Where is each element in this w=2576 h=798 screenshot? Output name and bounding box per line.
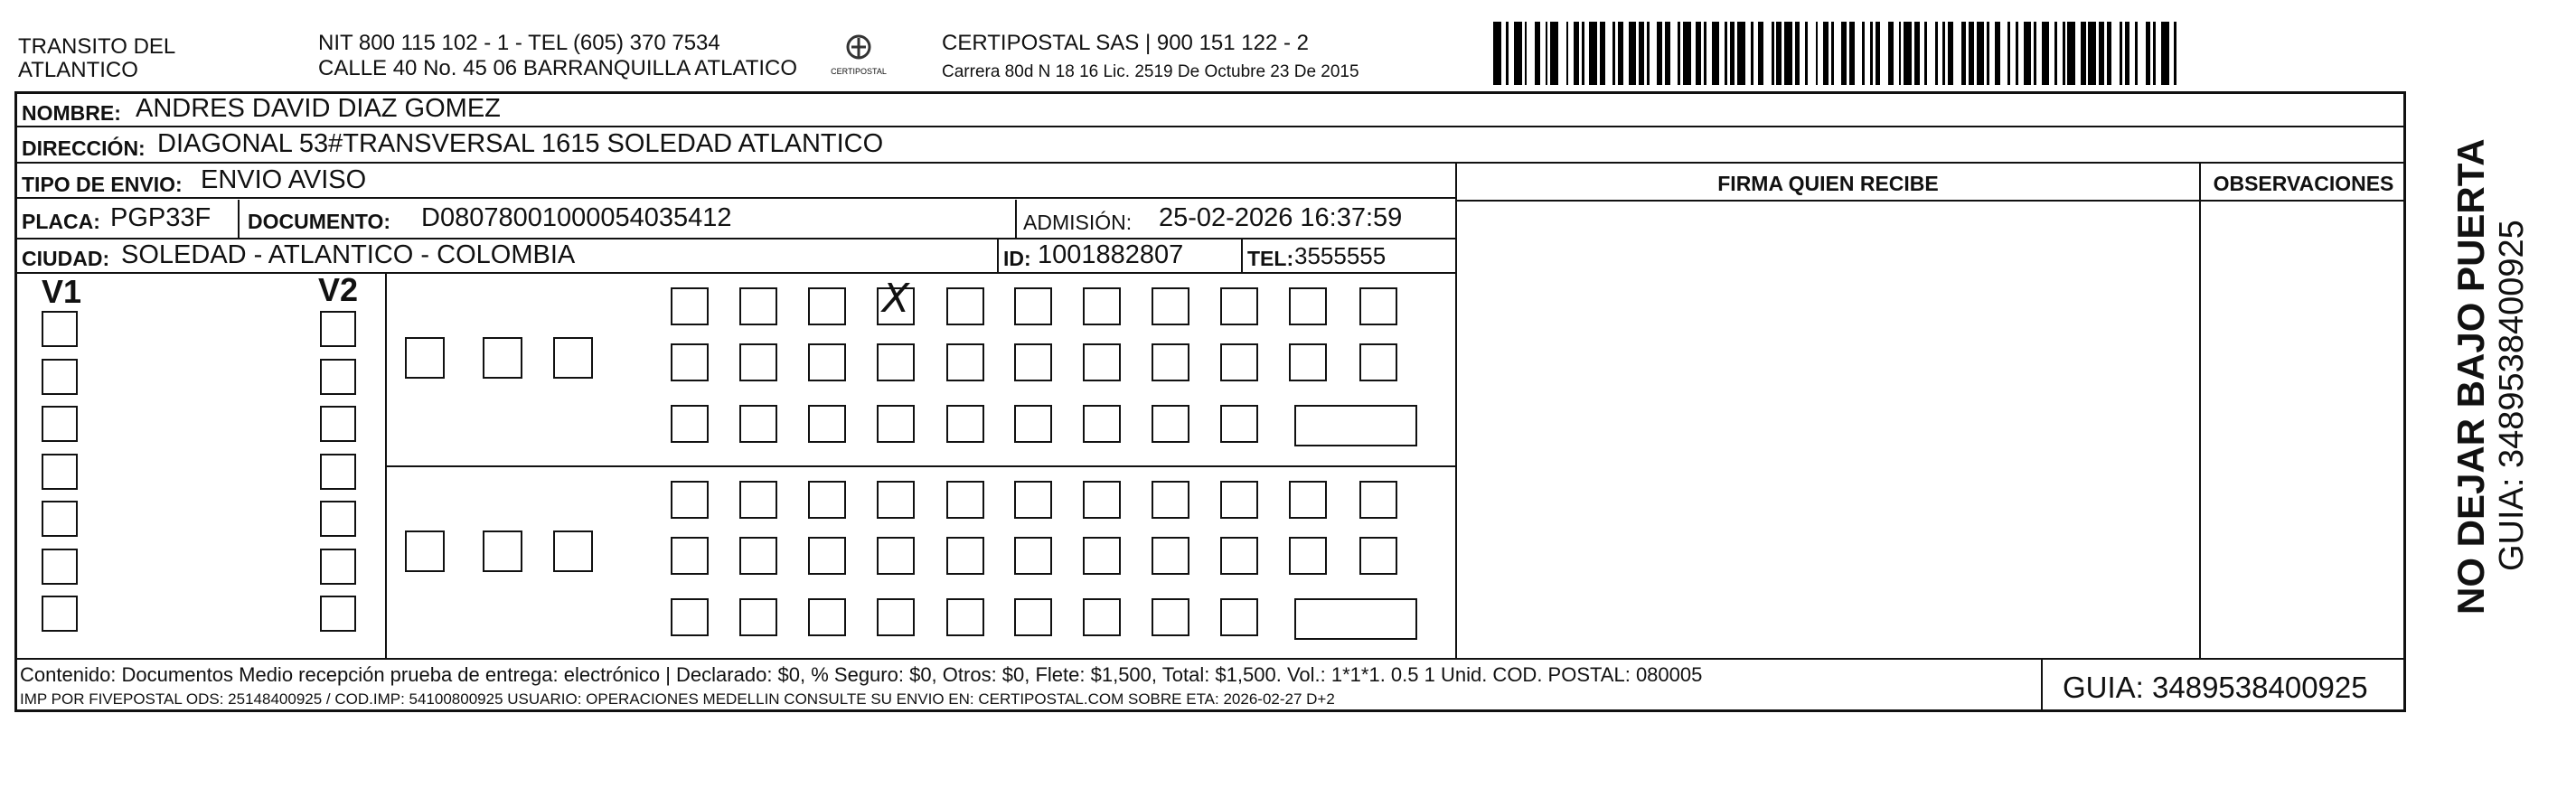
- visit1-day-box[interactable]: [1289, 343, 1327, 381]
- sender-address: CALLE 40 No. 45 06 BARRANQUILLA ATLATICO: [318, 56, 798, 80]
- documento-label: DOCUMENTO:: [248, 210, 391, 233]
- placa-label: PLACA:: [22, 210, 100, 233]
- signature-area[interactable]: [1459, 202, 2197, 656]
- certipostal-line: CERTIPOSTAL SAS | 900 151 122 - 2: [942, 31, 1309, 55]
- visit2-day-box[interactable]: [739, 481, 777, 519]
- ciudad-label: CIUDAD:: [22, 247, 110, 270]
- nombre-label: NOMBRE:: [22, 101, 121, 125]
- visit2-day-box[interactable]: [739, 598, 777, 636]
- visit2-day-box[interactable]: [946, 481, 984, 519]
- v2-checkbox[interactable]: [320, 359, 356, 395]
- side-guia: GUIA: 3489538400925: [2493, 220, 2531, 571]
- v1-label: V1: [42, 273, 82, 310]
- visit1-month-checkbox[interactable]: [553, 337, 593, 379]
- visit1-day-box[interactable]: [1220, 343, 1258, 381]
- visit2-day-box[interactable]: [1289, 481, 1327, 519]
- visit2-month-checkbox[interactable]: [553, 530, 593, 572]
- visit2-day-box[interactable]: [1014, 481, 1052, 519]
- v2-checkbox[interactable]: [320, 596, 356, 632]
- visit1-day-box[interactable]: [877, 343, 915, 381]
- documento-value: D08078001000054035412: [421, 203, 732, 232]
- visit2-day-box[interactable]: [1220, 598, 1258, 636]
- tipo-envio-label: TIPO DE ENVIO:: [22, 173, 183, 196]
- visit2-day-box[interactable]: [877, 598, 915, 636]
- visit2-day-box[interactable]: [1289, 537, 1327, 575]
- v1-checkbox[interactable]: [42, 406, 78, 442]
- firma-header: FIRMA QUIEN RECIBE: [1717, 172, 1939, 195]
- visit2-day-box[interactable]: [671, 537, 709, 575]
- sender-name-line1: TRANSITO DEL: [18, 34, 176, 59]
- visit2-day-box[interactable]: [1359, 481, 1397, 519]
- visit1-day-box[interactable]: [808, 287, 846, 325]
- v1-checkbox[interactable]: [42, 359, 78, 395]
- visit2-day-box[interactable]: [1220, 481, 1258, 519]
- visit1-day-box[interactable]: [946, 343, 984, 381]
- visit2-month-checkbox[interactable]: [483, 530, 522, 572]
- visit1-day-box[interactable]: [946, 405, 984, 443]
- visit2-day-box[interactable]: [1014, 598, 1052, 636]
- visit1-day-box[interactable]: [808, 343, 846, 381]
- placa-value: PGP33F: [110, 203, 212, 232]
- id-label: ID:: [1003, 247, 1031, 270]
- visit1-day-box[interactable]: [877, 276, 915, 325]
- visit1-day-box[interactable]: [808, 405, 846, 443]
- v1-checkbox[interactable]: [42, 501, 78, 537]
- visit1-day-box[interactable]: [1083, 405, 1121, 443]
- tel-label: TEL:: [1247, 247, 1294, 270]
- visit2-day-box[interactable]: [1083, 537, 1121, 575]
- visit2-day-box[interactable]: [1152, 481, 1189, 519]
- visit2-day-box[interactable]: [946, 598, 984, 636]
- visit2-day-box[interactable]: [1152, 537, 1189, 575]
- visit1-day-box[interactable]: [1359, 343, 1397, 381]
- visit2-day-box[interactable]: [808, 598, 846, 636]
- admision-value: 25-02-2026 16:37:59: [1159, 203, 1403, 232]
- visit2-day-box[interactable]: [671, 598, 709, 636]
- visit2-day-box[interactable]: [877, 481, 915, 519]
- footer-guia: GUIA: 3489538400925: [2063, 671, 2368, 704]
- day-mark-x: X: [882, 276, 910, 322]
- direccion-value: DIAGONAL 53#TRANSVERSAL 1615 SOLEDAD ATLANTICO: [157, 129, 884, 158]
- visit2-day-box[interactable]: [1359, 537, 1397, 575]
- visit2-day-box[interactable]: [739, 537, 777, 575]
- direccion-label: DIRECCIÓN:: [22, 136, 146, 160]
- license-line: Carrera 80d N 18 16 Lic. 2519 De Octubre 23 De 2015: [942, 62, 1359, 81]
- visit1-day-box[interactable]: [671, 343, 709, 381]
- visit1-day-box[interactable]: [1152, 405, 1189, 443]
- v2-label: V2: [318, 271, 359, 308]
- visit1-day-box[interactable]: [1014, 405, 1052, 443]
- footer-imp: IMP POR FIVEPOSTAL ODS: 25148400925 / COD.IMP: 54100800925 USUARIO: OPERACIONES MEDELLIN CONSULTE SU ENVIO EN: CERTIPOSTAL.COM SOBRE ETA: 2026-02-27 D+2: [20, 690, 1335, 708]
- id-value: 1001882807: [1038, 240, 1184, 269]
- visit1-day-box[interactable]: [1083, 287, 1121, 325]
- visit2-time-box[interactable]: [1294, 598, 1417, 640]
- visit2-day-box[interactable]: [808, 537, 846, 575]
- footer-contenido: Contenido: Documentos Medio recepción prueba de entrega: electrónico | Declarado: $0, % Seguro: $0, Otros: $0, Flete: $1,500, Total: $1,500. Vol.: 1*1*1. 0.5 1 Unid. COD. POSTAL: 080005: [20, 663, 1703, 686]
- sender-nit: NIT 800 115 102 - 1 - TEL (605) 370 7534: [318, 31, 720, 55]
- admision-label: ADMISIÓN:: [1023, 211, 1133, 234]
- visit2-day-box[interactable]: [1152, 598, 1189, 636]
- visit2-day-box[interactable]: [1014, 537, 1052, 575]
- visit1-day-box[interactable]: [671, 287, 709, 325]
- observaciones-header: OBSERVACIONES: [2213, 172, 2394, 195]
- visit1-day-box[interactable]: [1220, 287, 1258, 325]
- visit1-time-box[interactable]: [1294, 405, 1417, 446]
- v2-checkbox[interactable]: [320, 406, 356, 442]
- v2-checkbox[interactable]: [320, 454, 356, 490]
- side-notice: NO DEJAR BAJO PUERTA: [2449, 138, 2492, 615]
- visit1-month-checkbox[interactable]: [405, 337, 445, 379]
- nombre-value: ANDRES DAVID DIAZ GOMEZ: [136, 94, 501, 123]
- v2-checkbox[interactable]: [320, 549, 356, 585]
- logo-text: CERTIPOSTAL: [831, 67, 887, 76]
- certipostal-logo: [827, 31, 890, 81]
- visit1-day-box[interactable]: [1014, 343, 1052, 381]
- tel-value: 3555555: [1294, 242, 1387, 269]
- visit1-day-box[interactable]: [877, 405, 915, 443]
- ciudad-value: SOLEDAD - ATLANTICO - COLOMBIA: [121, 240, 576, 269]
- v1-checkbox[interactable]: [42, 311, 78, 347]
- sender-name-line2: ATLANTICO: [18, 58, 138, 82]
- visit1-month-checkbox[interactable]: [483, 337, 522, 379]
- tipo-envio-value: ENVIO AVISO: [201, 165, 367, 194]
- visit1-day-box[interactable]: [739, 405, 777, 443]
- v2-checkbox[interactable]: [320, 311, 356, 347]
- visit2-day-box[interactable]: [671, 481, 709, 519]
- visit1-day-box[interactable]: [739, 287, 777, 325]
- visit2-day-box[interactable]: [1083, 481, 1121, 519]
- visit1-day-box[interactable]: [1083, 343, 1121, 381]
- visit1-day-box[interactable]: [739, 343, 777, 381]
- visit2-day-box[interactable]: [877, 537, 915, 575]
- barcode: [1493, 22, 2182, 85]
- visit2-day-box[interactable]: [1220, 537, 1258, 575]
- visit2-day-box[interactable]: [946, 537, 984, 575]
- visit1-day-box[interactable]: [1152, 343, 1189, 381]
- observations-area[interactable]: [2203, 202, 2404, 656]
- visit2-day-box[interactable]: [808, 481, 846, 519]
- visit1-day-box[interactable]: [1152, 287, 1189, 325]
- v2-checkbox[interactable]: [320, 501, 356, 537]
- visit1-day-box[interactable]: [946, 287, 984, 325]
- visit1-day-box[interactable]: [671, 405, 709, 443]
- visit1-day-box[interactable]: [1014, 287, 1052, 325]
- visit1-day-box[interactable]: [1289, 287, 1327, 325]
- visit2-month-checkbox[interactable]: [405, 530, 445, 572]
- visit1-day-box[interactable]: [1359, 287, 1397, 325]
- visit1-day-box[interactable]: [1220, 405, 1258, 443]
- v1-checkbox[interactable]: [42, 549, 78, 585]
- v1-checkbox[interactable]: [42, 454, 78, 490]
- v1-checkbox[interactable]: [42, 596, 78, 632]
- visit2-day-box[interactable]: [1083, 598, 1121, 636]
